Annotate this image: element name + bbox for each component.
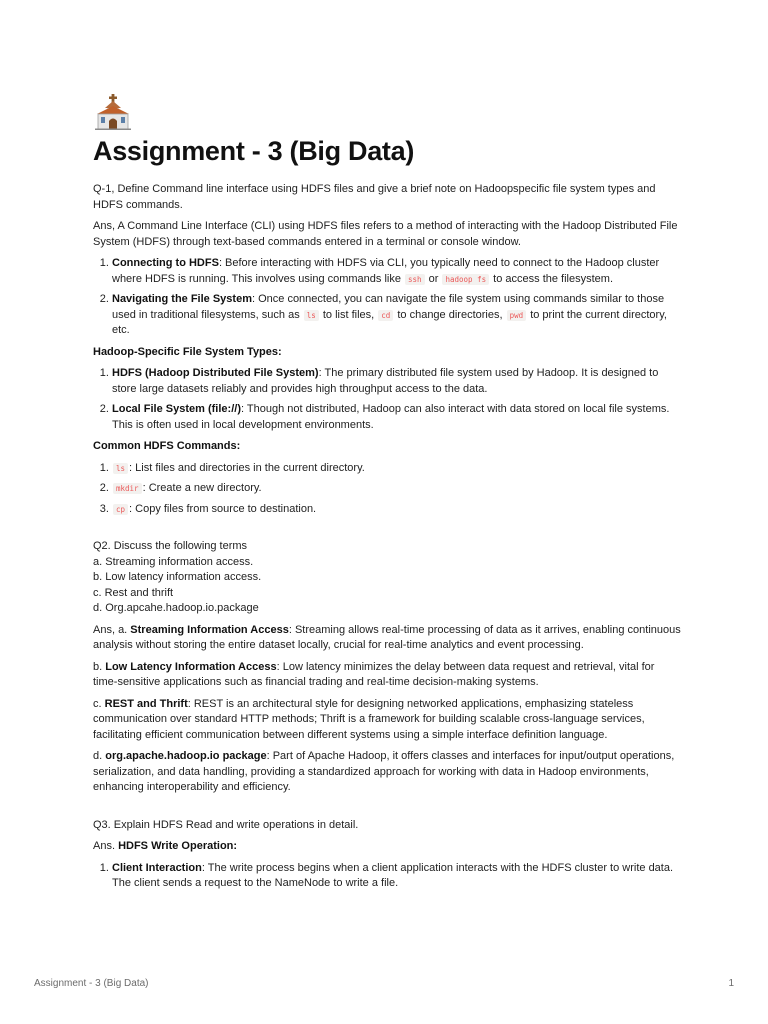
q2-answer-b: b. Low Latency Information Access: Low latency minimizes the delay between data request and retrieval, vital for time-sensitive applications such as financial trading and real-time decision-making systems.	[93, 660, 655, 688]
page-title: Assignment - 3 (Big Data)	[93, 136, 415, 166]
inline-code: mkdir	[113, 483, 142, 494]
list-item: 2. Local File System (file://): Though not distributed, Hadoop can also interact with data stored on local file systems. This is often used in local development environments.	[112, 402, 681, 433]
section-heading: Common HDFS Commands:	[93, 440, 241, 452]
q2-question: Q2. Discuss the following terms a. Streaming information access. b. Low latency information access. c. Rest and thrift d. Org.apcahe.hadoop.io.package	[93, 540, 262, 614]
q3-question: Q3. Explain HDFS Read and write operations in detail.	[93, 818, 359, 831]
list-item: 1. HDFS (Hadoop Distributed File System): The primary distributed file system used by Hadoop. It is designed to store large datasets reliably and provides high throughput access to the data.	[112, 366, 681, 397]
spacer	[93, 802, 681, 818]
q1-question: Q-1, Define Command line interface using HDFS files and give a brief note on Hadoopspecific file system types and HDFS commands.	[93, 183, 656, 211]
section-heading: Hadoop-Specific File System Types:	[93, 345, 282, 358]
inline-code: ls	[304, 310, 319, 321]
inline-code: ls	[113, 463, 128, 474]
q3-steps-list	[93, 861, 681, 892]
list-item: 1. Connecting to HDFS: Before interacting with HDFS via CLI, you typically need to connect to the Hadoop cluster where HDFS is running. This involves using commands like ssh or hadoop fs to access the filesystem.	[112, 256, 681, 287]
church-icon	[93, 94, 133, 130]
fs-types-list	[93, 366, 681, 433]
inline-code: ssh	[405, 274, 425, 285]
document-page	[93, 94, 681, 898]
inline-code: cp	[113, 504, 128, 515]
list-item: 2. Navigating the File System: Once connected, you can navigate the file system using commands similar to those used in traditional filesystems, such as ls to list files, cd to change directories, pwd to print the current directory, etc.	[112, 292, 681, 339]
commands-list	[93, 461, 681, 518]
q1-answer: Ans, A Command Line Interface (CLI) using HDFS files refers to a method of interacting with the Hadoop Distributed File System (HDFS) through text-based commands entered in a terminal or console window.	[93, 220, 678, 248]
list-item: 1. Client Interaction: The write process begins when a client application interacts with the HDFS cluster to write data. The client sends a request to the NameNode to write a file.	[112, 861, 681, 892]
list-item: 3. cp : Copy files from source to destination.	[112, 502, 681, 518]
footer-title: Assignment - 3 (Big Data)	[34, 978, 149, 989]
q2-answer-a: Ans, a. Streaming Information Access: Streaming allows real-time processing of data as it arrives, enabling continuous analysis without storing the entire dataset locally, crucial for real-time analytics and event processing.	[93, 623, 681, 651]
q1-steps-list	[93, 256, 681, 339]
inline-code: hadoop fs	[442, 274, 489, 285]
q3-answer-heading: Ans. HDFS Write Operation:	[93, 840, 238, 852]
list-item: 2. mkdir : Create a new directory.	[112, 481, 681, 497]
spacer	[93, 523, 681, 539]
q2-answer-d: d. org.apache.hadoop.io package: Part of Apache Hadoop, it offers classes and interfaces for input/output operations, serialization, and data handling, providing a standardized approach for working with data in Hadoop environments, enhancing interoperability and efficiency.	[93, 750, 675, 793]
page-footer	[34, 978, 734, 989]
inline-code: cd	[378, 310, 393, 321]
inline-code: pwd	[507, 310, 527, 321]
page-number: 1	[728, 978, 734, 989]
list-item: 1. ls : List files and directories in the current directory.	[112, 461, 681, 477]
q2-answer-c: c. REST and Thrift: REST is an architectural style for designing networked applications, emphasizing stateless communication over standard HTTP methods; Thrift is a framework for building scalable cross-language services, facilitating efficient communication between different systems using a simple interface definition language.	[93, 697, 645, 741]
